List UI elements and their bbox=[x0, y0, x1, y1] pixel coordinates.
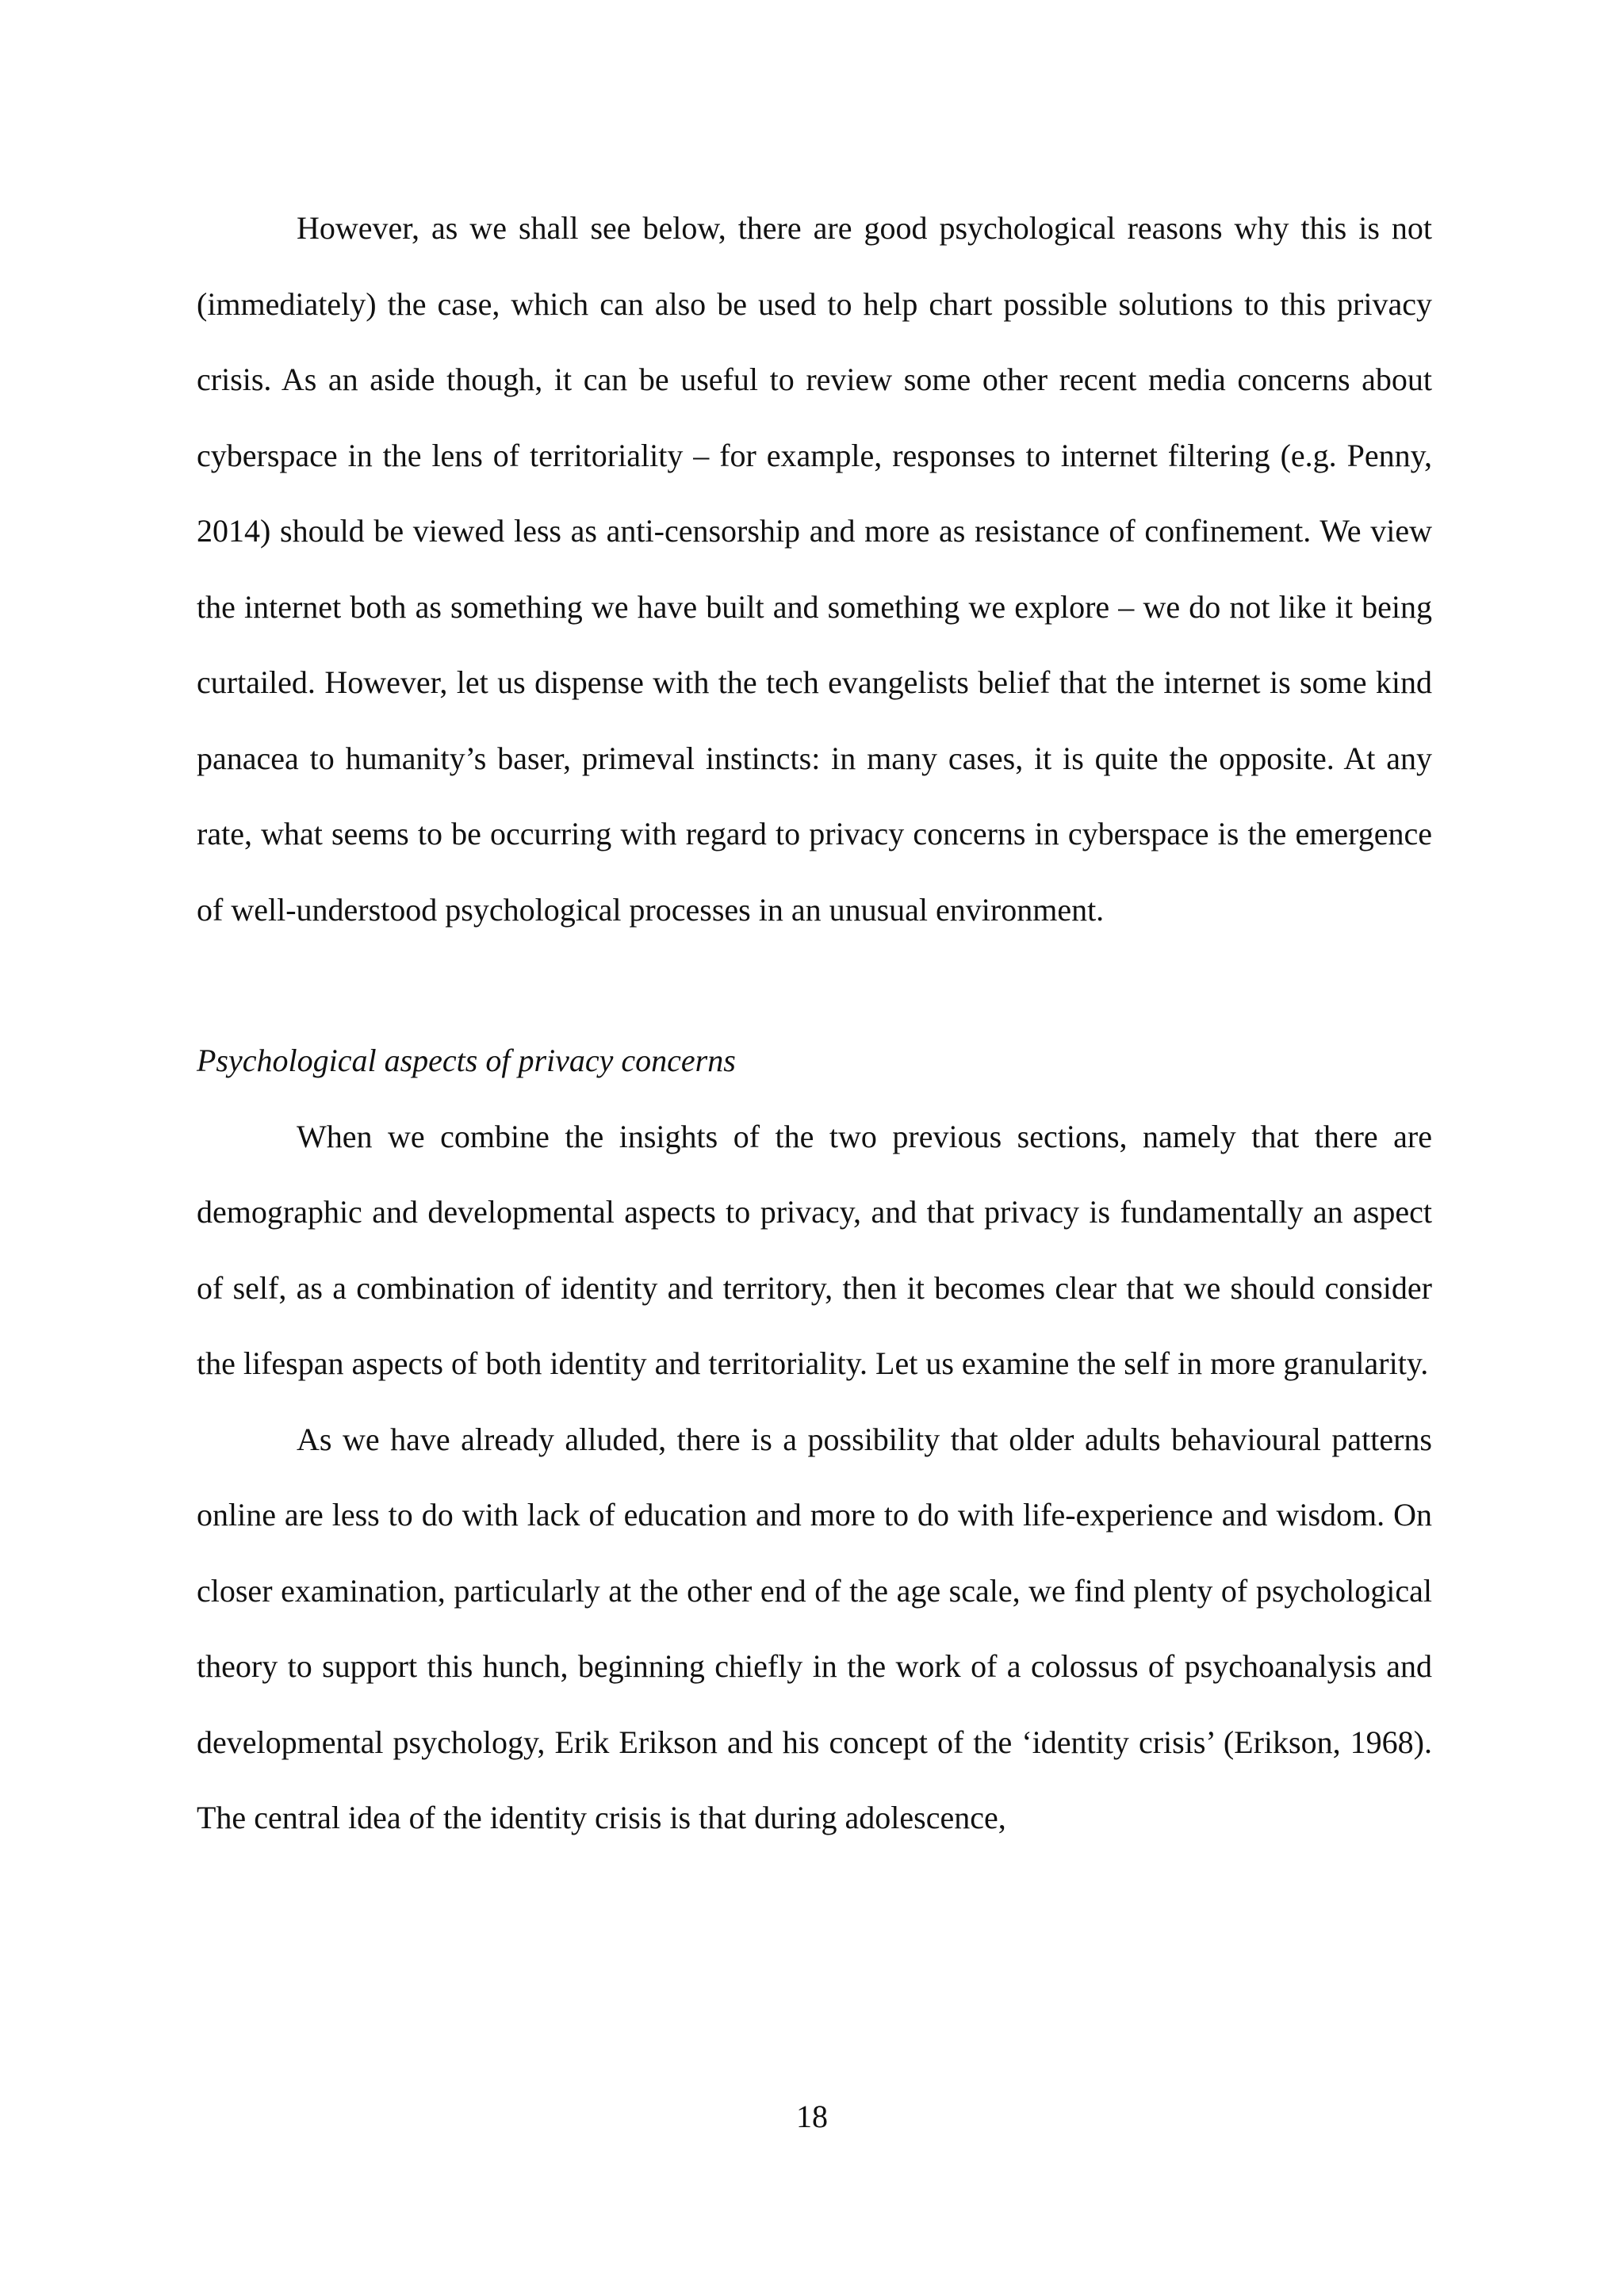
paragraph-intro: However, as we shall see below, there are good psychological reasons why this is not (immediately) the case, which can also be used to help chart possible solutions to this privacy crisis. As an aside though, it can be useful to review some other recent media concerns about cyberspace in the lens of territoriality – for example, responses to internet filtering (e.g. Penny, 2014) should be viewed less as anti-censorship and more as resistance of confinement. We view the internet both as something we have built and something we explore – we do not like it being curtailed. However, let us dispense with the tech evangelists belief that the internet is some kind panacea to humanity’s baser, primeval instincts: in many cases, it is quite the opposite. At any rate, what seems to be occurring with regard to privacy concerns in cyberspace is the emergence of well-understood psychological processes in an unusual environment. bbox=[197, 210, 1432, 928]
paragraph-combine-insights: When we combine the insights of the two previous sections, namely that there are demographic and developmental aspects to privacy, and that privacy is fundamentally an aspect of self, as a combination of identity and territory, then it becomes clear that we should consider the lifespan aspects of both identity and territoriality. Let us examine the self in more granularity. bbox=[197, 1118, 1432, 1381]
body-text bbox=[197, 190, 1432, 1856]
page-number: 18 bbox=[796, 2099, 828, 2134]
section-heading: Psychological aspects of privacy concerns bbox=[197, 1043, 736, 1078]
paragraph-older-adults: As we have already alluded, there is a possibility that older adults behavioural patterns online are less to do with lack of education and more to do with life-experience and wisdom. On closer examination, particularly at the other end of the age scale, we find plenty of psychological theory to support this hunch, beginning chiefly in the work of a colossus of psychoanalysis and developmental psychology, Erik Erikson and his concept of the ‘identity crisis’ (Erikson, 1968). The central idea of the identity crisis is that during adolescence, bbox=[197, 1421, 1432, 1835]
